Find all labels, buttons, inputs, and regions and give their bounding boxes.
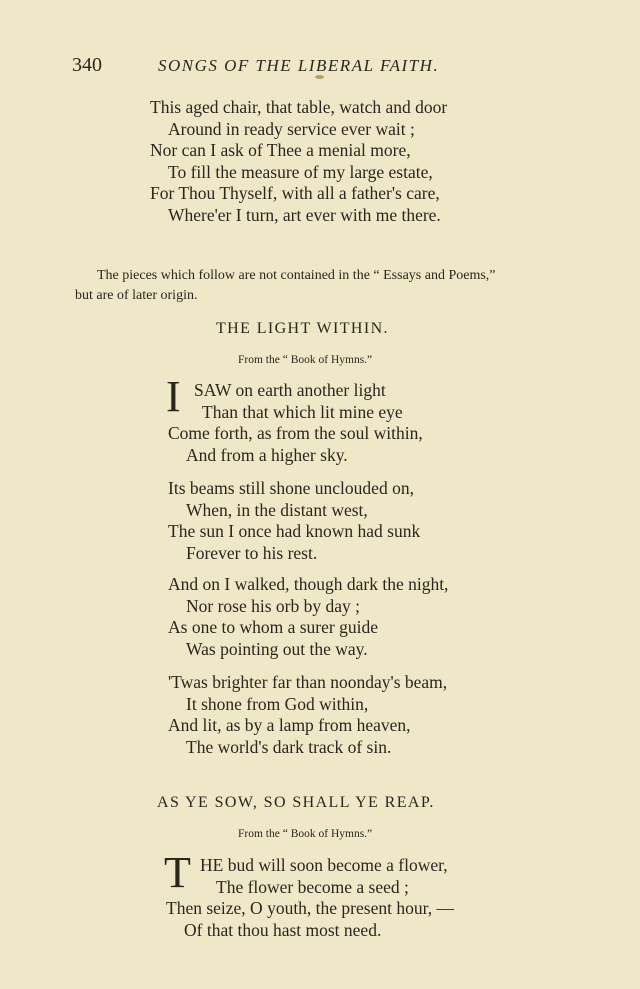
verse-line: And from a higher sky.: [186, 444, 348, 465]
verse-line: This aged chair, that table, watch and door: [150, 97, 448, 117]
verse-line: When, in the distant west,: [186, 499, 368, 520]
verse-line: The world's dark track of sin.: [186, 736, 392, 757]
poem-stanza: [168, 672, 447, 758]
verse-line: To fill the measure of my large estate,: [168, 161, 433, 182]
verse-line: Around in ready service ever wait ;: [168, 118, 415, 139]
verse-line: Of that thou hast most need.: [184, 919, 382, 940]
verse-line: Nor can I ask of Thee a menial more,: [150, 140, 411, 161]
drop-cap: I: [166, 372, 181, 421]
poem-stanza: [166, 855, 454, 941]
editor-note: [75, 266, 575, 306]
verse-line: For Thou Thyself, with all a father's care,: [150, 183, 440, 204]
verse-line: It shone from God within,: [186, 693, 369, 714]
verse-line: The flower become a seed ;: [216, 876, 409, 897]
verse-line: Forever to his rest.: [186, 542, 318, 563]
verse-line: The sun I once had known had sunk: [168, 521, 421, 542]
verse-line: Was pointing out the way.: [186, 638, 368, 659]
poem-title: AS YE SOW, SO SHALL YE REAP.: [157, 794, 435, 811]
opening-stanza: [150, 97, 447, 227]
verse-line: And lit, as by a lamp from heaven,: [168, 715, 411, 736]
page-header: [72, 52, 492, 80]
verse-line: Nor rose his orb by day ;: [186, 595, 361, 616]
drop-cap: T: [164, 848, 191, 897]
poem-stanza: [168, 574, 448, 660]
verse-line: HE bud will soon become a flower,: [200, 855, 448, 875]
verse-line: Than that which lit mine eye: [202, 401, 403, 422]
verse-line: SAW on earth another light: [194, 380, 386, 400]
editor-note-line: The pieces which follow are not contained in the “ Essays and Poems,”: [97, 268, 496, 283]
verse-line: Its beams still shone unclouded on,: [168, 478, 414, 498]
poem-title: THE LIGHT WITHIN.: [216, 320, 389, 337]
running-title: SONGS OF THE LIBERAL FAITH.: [158, 56, 440, 75]
poem-source: From the “ Book of Hymns.”: [238, 828, 373, 840]
verse-line: Where'er I turn, art ever with me there.: [168, 204, 441, 225]
poem-stanza: [168, 478, 420, 564]
verse-line: Come forth, as from the soul within,: [168, 423, 423, 444]
verse-line: Then seize, O youth, the present hour, —: [166, 898, 454, 919]
poem-stanza: [168, 380, 423, 466]
poem-source: From the “ Book of Hymns.”: [238, 354, 373, 366]
editor-note-line: but are of later origin.: [75, 288, 198, 303]
page-number: 340: [72, 54, 102, 76]
verse-line: 'Twas brighter far than noonday's beam,: [168, 672, 448, 692]
verse-line: As one to whom a surer guide: [168, 617, 378, 638]
verse-line: And on I walked, though dark the night,: [168, 574, 449, 594]
ornament-dot: [315, 75, 324, 79]
